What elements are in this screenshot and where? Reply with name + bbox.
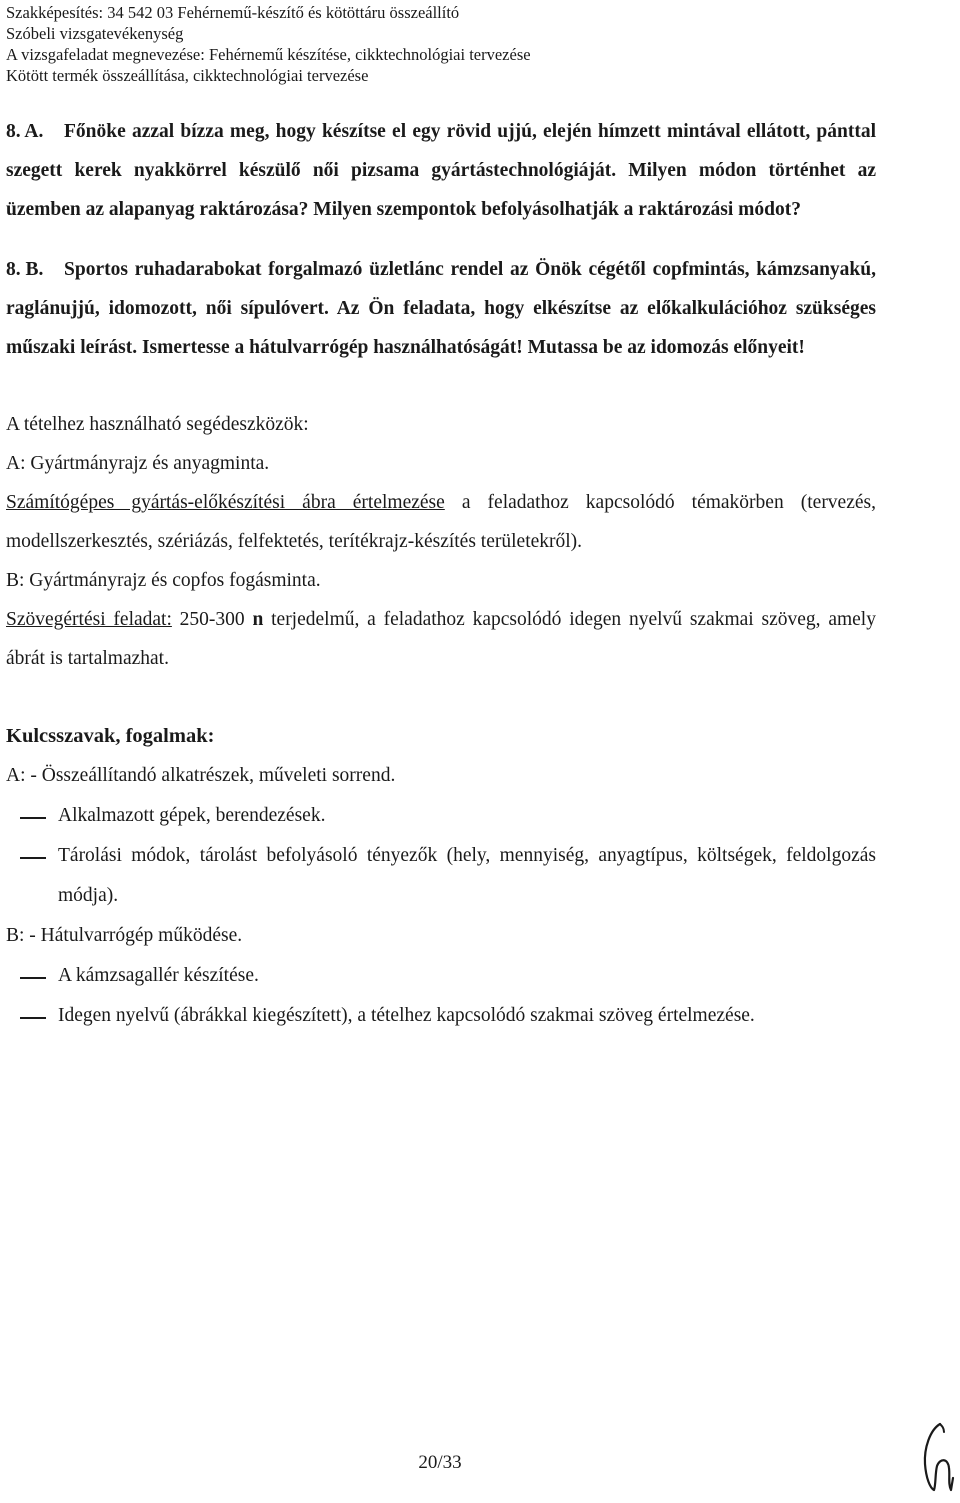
page-number: 20/33 xyxy=(418,1452,462,1473)
dash-bullet-icon xyxy=(20,977,46,979)
tools-a-detail-rest: a feladathoz kapcsolódó témakörben (tervezés, modellszerkesztés, szériázás, felfektetés, terítékrajz-készítés területekről). xyxy=(6,492,876,552)
tools-title: A tételhez használható segédeszközök: xyxy=(6,414,309,435)
document-header xyxy=(6,2,531,86)
keywords-a-item: Tárolási módok, tárolást befolyásoló tényezők (hely, mennyiség, anyagtípus, költségek, feldolgozás módja). xyxy=(6,836,876,916)
keywords-a-item: Alkalmazott gépek, berendezések. xyxy=(6,796,876,836)
tools-b-detail xyxy=(6,600,876,678)
dash-bullet-icon xyxy=(20,1017,46,1019)
keywords-a-lead: A: - Összeállítandó alkatrészek, műveleti sorrend. xyxy=(6,765,396,786)
dash-bullet-icon xyxy=(20,817,46,819)
task-a xyxy=(6,112,876,229)
keywords-title: Kulcsszavak, fogalmak: xyxy=(6,725,215,747)
keywords-b-item: Idegen nyelvű (ábrákkal kiegészített), a tételhez kapcsolódó szakmai szöveg értelmezése. xyxy=(6,996,876,1036)
dash-bullet-icon xyxy=(20,857,46,859)
tools-b-detail-underlined: Szövegértési feladat: xyxy=(6,609,172,630)
tools-b-detail-pre: 250-300 xyxy=(171,609,253,630)
document-body xyxy=(6,112,876,1036)
tools-a-detail-underlined: Számítógépes gyártás-előkészítési ábra értelmezése xyxy=(6,492,445,513)
task-b xyxy=(6,250,876,367)
signature-icon xyxy=(918,1418,956,1494)
task-b-text: Sportos ruhadarabokat forgalmazó üzletlánc rendel az Önök cégétől copfmintás, kámzsanyakú, raglánujjú, idomozott, női sípulóvert. Az Ön feladata, hogy elkészítse az előkalkulációhoz szükséges műszaki leírást. Ismertesse a hátulvarrógép használhatóságát! Mutassa be az idomozás előnyeit! xyxy=(6,259,876,358)
keywords-b-item: A kámzsagallér készítése. xyxy=(6,956,876,996)
tools-a-detail xyxy=(6,483,876,561)
tools-b-detail-bold: n xyxy=(252,609,264,630)
header-task-subname: Kötött termék összeállítása, cikktechnológiai tervezése xyxy=(6,66,369,85)
header-qualification: Szakképesítés: 34 542 03 Fehérnemű-készítő és kötöttáru összeállító xyxy=(6,3,460,22)
tools-section xyxy=(6,405,876,678)
task-b-label: 8. B. xyxy=(6,259,44,280)
keywords-section xyxy=(6,716,876,1036)
task-a-text: Főnöke azzal bízza meg, hogy készítse el egy rövid ujjú, elején hímzett mintával ellátott, pánttal szegett kerek nyakkörrel készülő női pizsama gyártástechnológiáját. Milyen módon történhet az üzemben az alapanyag raktározása? Milyen szempontok befolyásolhatják a raktározási módot? xyxy=(6,121,876,220)
header-task-name: A vizsgafeladat megnevezése: Fehérnemű készítése, cikktechnológiai tervezése xyxy=(6,45,531,64)
header-exam-type: Szóbeli vizsgatevékenység xyxy=(6,24,184,43)
task-a-label: 8. A. xyxy=(6,121,44,142)
keywords-b-lead: B: - Hátulvarrógép működése. xyxy=(6,925,243,946)
tools-a-line: A: Gyártmányrajz és anyagminta. xyxy=(6,453,270,474)
tools-b-line: B: Gyártmányrajz és copfos fogásminta. xyxy=(6,570,321,591)
tools-b-detail-post: terjedelmű, a feladathoz kapcsolódó idegen nyelvű szakmai szöveg, amely ábrát is tartalmazhat. xyxy=(6,609,876,669)
